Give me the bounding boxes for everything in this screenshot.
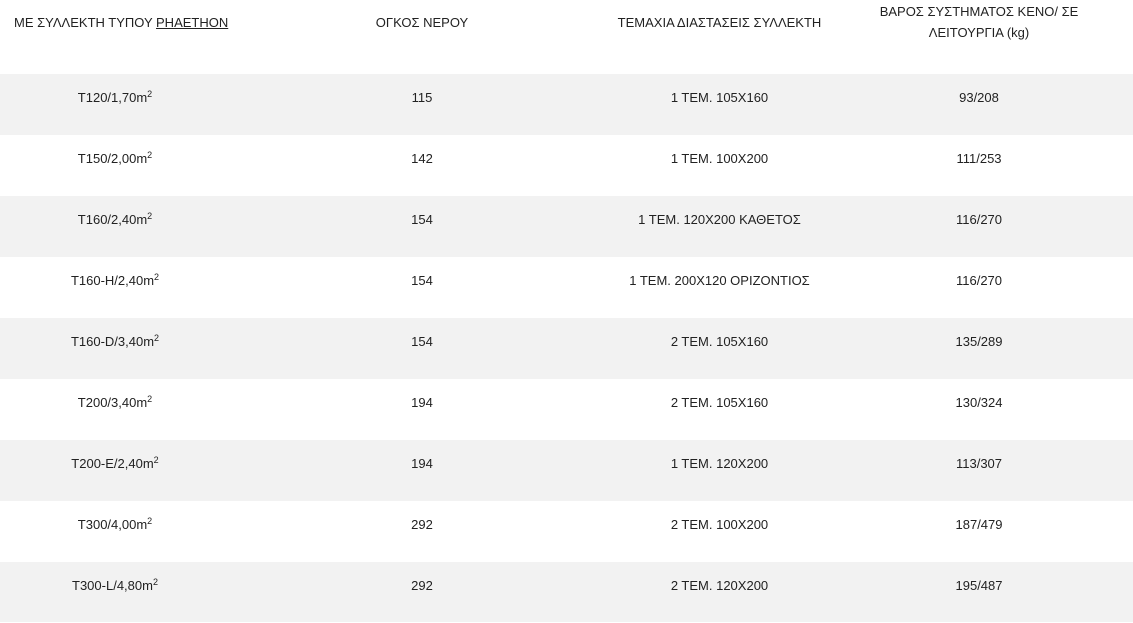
- model-text: T160/2,40m: [77, 212, 148, 227]
- table-row: [0, 318, 1133, 379]
- cell-dimensions: 1 ΤΕΜ. 100Χ200: [670, 151, 769, 166]
- model-text: T120/1,70m: [77, 90, 148, 105]
- cell-dimensions: 1 ΤΕΜ. 120Χ200: [670, 456, 769, 471]
- model-text: T150/2,00m: [77, 151, 148, 166]
- model-text: T200/3,40m: [77, 395, 148, 410]
- cell-dimensions: 2 ΤΕΜ. 105Χ160: [670, 334, 769, 349]
- cell-volume: 154: [411, 212, 433, 227]
- header-collector-brand: PHAETHON: [156, 15, 229, 30]
- cell-weight: 111/253: [956, 151, 1002, 166]
- cell-model: [0, 440, 230, 501]
- cell-dimensions: 1 ΤΕΜ. 105Χ160: [670, 90, 769, 105]
- cell-dimensions: 2 ΤΕΜ. 105Χ160: [670, 395, 769, 410]
- unit-superscript: 2: [147, 89, 153, 99]
- cell-model: [0, 74, 230, 135]
- model-text: T300-L/4,80m: [72, 578, 153, 593]
- header-dimensions: [614, 0, 825, 74]
- unit-superscript: 2: [147, 516, 153, 526]
- cell-model: [0, 318, 230, 379]
- header-collector: [0, 0, 230, 74]
- model-text: T300/4,00m: [77, 517, 148, 532]
- cell-volume: 194: [411, 395, 433, 410]
- model-text: T200-E/2,40m: [71, 456, 154, 471]
- cell-weight: 113/307: [955, 456, 1003, 471]
- table-body: [0, 74, 1133, 622]
- cell-dimensions: 1 ΤΕΜ. 120Χ200 ΚΑΘΕΤΟΣ: [638, 212, 801, 227]
- table-row: [0, 379, 1133, 440]
- cell-volume: 115: [411, 90, 433, 105]
- table-row: [0, 501, 1133, 562]
- cell-weight: 130/324: [955, 395, 1003, 410]
- cell-model: [0, 257, 230, 318]
- header-dimensions-label: ΤΕΜΑΧΙΑ ΔΙΑΣΤΑΣΕΙΣ ΣΥΛΛΕΚΤΗ: [617, 15, 822, 30]
- header-water-volume-label: ΟΓΚΟΣ ΝΕΡΟΥ: [375, 15, 469, 30]
- table-row: [0, 562, 1133, 622]
- cell-dimensions: 2 ΤΕΜ. 100Χ200: [670, 517, 769, 532]
- cell-weight: 135/289: [955, 334, 1003, 349]
- unit-superscript: 2: [154, 272, 160, 282]
- cell-volume: 154: [411, 334, 433, 349]
- cell-weight: 116/270: [955, 212, 1003, 227]
- cell-volume: 292: [411, 517, 433, 532]
- cell-weight: 93/208: [959, 90, 999, 105]
- cell-model: [0, 196, 230, 257]
- header-weight-line2: ΛΕΙΤΟΥΡΓΙΑ (kg): [928, 25, 1030, 40]
- header-row: [0, 0, 1133, 74]
- cell-model: [0, 379, 230, 440]
- model-text: T160-D/3,40m: [70, 334, 155, 349]
- unit-superscript: 2: [152, 577, 158, 587]
- cell-volume: 194: [411, 456, 433, 471]
- header-collector-prefix: ΜΕ ΣΥΛΛΕΚΤΗ ΤΥΠΟΥ: [14, 15, 157, 30]
- header-weight: [825, 0, 1133, 74]
- cell-weight: 187/479: [955, 517, 1003, 532]
- unit-superscript: 2: [154, 333, 160, 343]
- cell-volume: 154: [411, 273, 433, 288]
- cell-model: [0, 501, 230, 562]
- cell-model: [0, 562, 230, 622]
- cell-weight: 195/487: [955, 578, 1003, 593]
- table-row: [0, 196, 1133, 257]
- model-text: T160-H/2,40m: [70, 273, 155, 288]
- cell-dimensions: 1 ΤΕΜ. 200Χ120 ΟΡΙΖΟΝΤΙΟΣ: [629, 273, 810, 288]
- unit-superscript: 2: [147, 394, 153, 404]
- cell-volume: 142: [411, 151, 433, 166]
- cell-model: [0, 135, 230, 196]
- table-row: [0, 257, 1133, 318]
- table-row: [0, 74, 1133, 135]
- header-water-volume: [230, 0, 614, 74]
- table-row: [0, 440, 1133, 501]
- cell-volume: 292: [411, 578, 433, 593]
- unit-superscript: 2: [147, 150, 153, 160]
- cell-weight: 116/270: [955, 273, 1003, 288]
- unit-superscript: 2: [147, 211, 153, 221]
- cell-dimensions: 2 ΤΕΜ. 120Χ200: [670, 578, 769, 593]
- header-weight-line1: ΒΑΡΟΣ ΣΥΣΤΗΜΑΤΟΣ ΚΕΝΟ/ ΣΕ: [879, 4, 1079, 19]
- table-row: [0, 135, 1133, 196]
- unit-superscript: 2: [153, 455, 159, 465]
